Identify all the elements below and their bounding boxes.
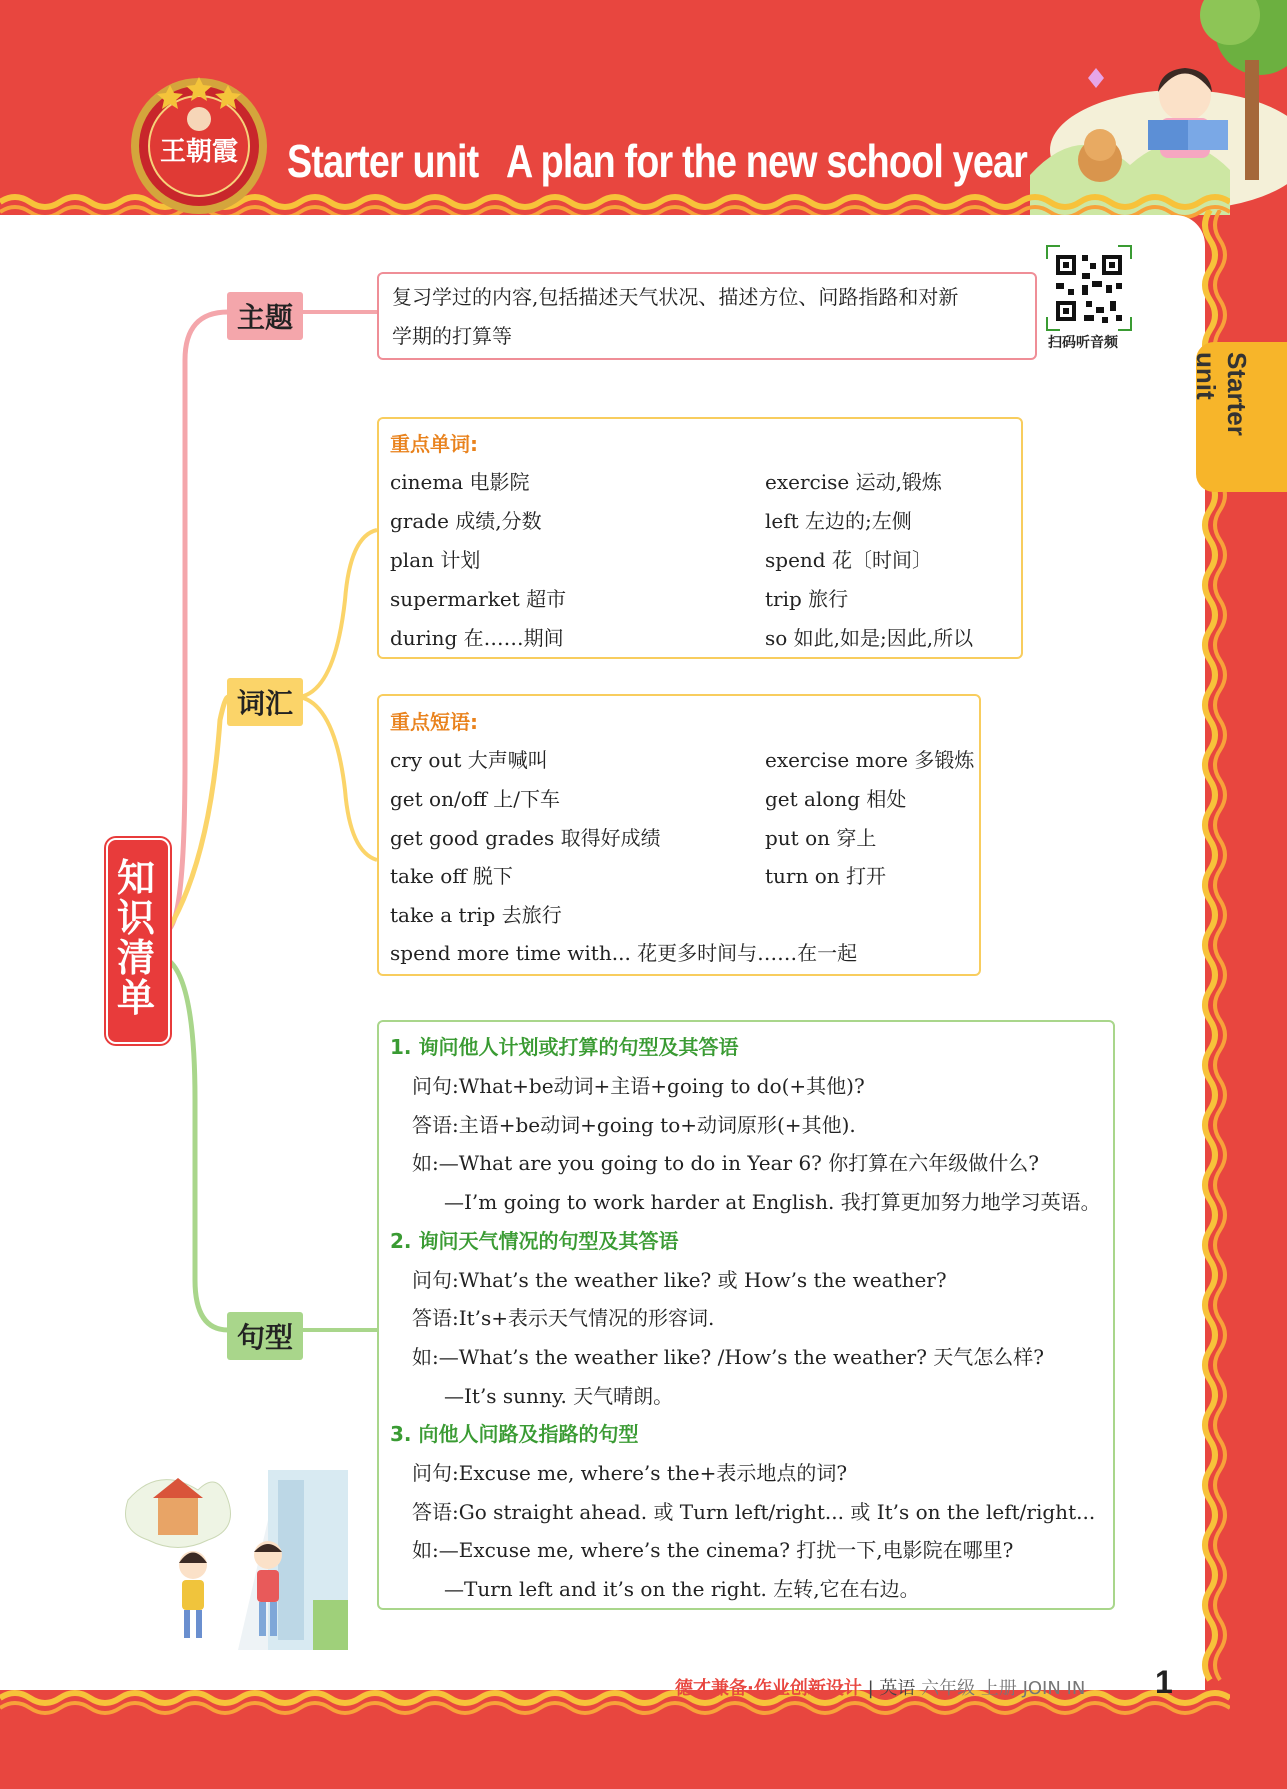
key-phrases-title: 重点短语: (390, 710, 478, 734)
sentence-line: 如:—What are you going to do in Year 6? 你打算在六年级做什么? (412, 1151, 1039, 1175)
sentence-line: 如:—What’s the weather like? /How’s the weather? 天气怎么样? (412, 1345, 1045, 1369)
key-words-title: 重点单词: (390, 432, 478, 456)
branch-sentences: 句型 (227, 1312, 303, 1360)
phrase-item: put on 穿上 (765, 826, 877, 850)
sentence-line: 答语:Go straight ahead. 或 Turn left/right... 或 It’s on the left/right... (412, 1500, 1096, 1524)
sentence-line: —I’m going to work harder at English. 我打算更加努力地学习英语。 (444, 1190, 1101, 1214)
word-item: plan 计划 (390, 548, 481, 572)
word-item: spend 花〔时间〕 (765, 548, 932, 572)
sentence-section-title: 1. 询问他人计划或打算的句型及其答语 (390, 1035, 739, 1059)
sentence-section-title: 3. 向他人问路及指路的句型 (390, 1422, 639, 1446)
sentence-line: —It’s sunny. 天气晴朗。 (444, 1384, 674, 1408)
word-item: exercise 运动,锻炼 (765, 470, 942, 494)
footer-divider: | (867, 1678, 874, 1699)
phrase-item: turn on 打开 (765, 864, 886, 888)
phrase-item: get along 相处 (765, 787, 907, 811)
theme-line: 复习学过的内容,包括描述天气状况、描述方位、问路指路和对新 (392, 285, 959, 309)
footer-subject: 英语 (879, 1678, 916, 1699)
page-number: 1 (1155, 1664, 1173, 1700)
phrase-item: spend more time with... 花更多时间与……在一起 (390, 941, 858, 965)
qr-caption: 扫码听音频 (1048, 335, 1118, 351)
sentence-line: —Turn left and it’s on the right. 左转,它在右边。 (444, 1577, 920, 1601)
sentence-section-title: 2. 询问天气情况的句型及其答语 (390, 1229, 679, 1253)
phrase-item: take off 脱下 (390, 864, 513, 888)
phrase-item: cry out 大声喊叫 (390, 748, 548, 772)
word-item: trip 旅行 (765, 587, 849, 611)
qr-code-icon[interactable] (1046, 245, 1132, 331)
word-item: cinema 电影院 (390, 470, 530, 494)
word-item: so 如此,如是;因此,所以 (765, 626, 974, 650)
sentence-line: 问句:What+be动词+主语+going to do(+其他)? (412, 1074, 865, 1098)
word-item: grade 成绩,分数 (390, 509, 542, 533)
sentence-line: 答语:主语+be动词+going to+动词原形(+其他). (412, 1113, 856, 1137)
phrase-item: get good grades 取得好成绩 (390, 826, 661, 850)
phrase-item: get on/off 上/下车 (390, 787, 561, 811)
branch-vocabulary: 词汇 (227, 678, 303, 726)
root-label: 知识清单 (116, 856, 155, 1020)
page-title: Starter unit A plan for the new school year (287, 135, 1027, 187)
phrase-item: take a trip 去旅行 (390, 903, 562, 927)
sentence-line: 问句:What’s the weather like? 或 How’s the weather? (412, 1268, 947, 1292)
sentence-line: 如:—Excuse me, where’s the cinema? 打扰一下,电影院在哪里? (412, 1538, 1014, 1562)
sentence-line: 问句:Excuse me, where’s the+表示地点的词? (412, 1461, 848, 1485)
illustration-kids-asking-directions (118, 1460, 358, 1650)
phrase-item: exercise more 多锻炼 (765, 748, 975, 772)
footer-bar (675, 1674, 1085, 1700)
branch-theme: 主题 (227, 292, 303, 340)
word-item: during 在……期间 (390, 626, 564, 650)
footer-brand: 德才兼备·作业创新设计 (675, 1678, 862, 1699)
theme-line: 学期的打算等 (392, 324, 512, 348)
logo-text: 王朝霞 (159, 137, 239, 167)
sentence-line: 答语:It’s+表示天气情况的形容词. (412, 1306, 715, 1330)
unit-side-tab-label: Starter unit (1191, 352, 1252, 436)
footer-grade: 六年级 上册 JOIN IN (921, 1678, 1086, 1699)
word-item: supermarket 超市 (390, 587, 567, 611)
word-item: left 左边的;左侧 (765, 509, 912, 533)
